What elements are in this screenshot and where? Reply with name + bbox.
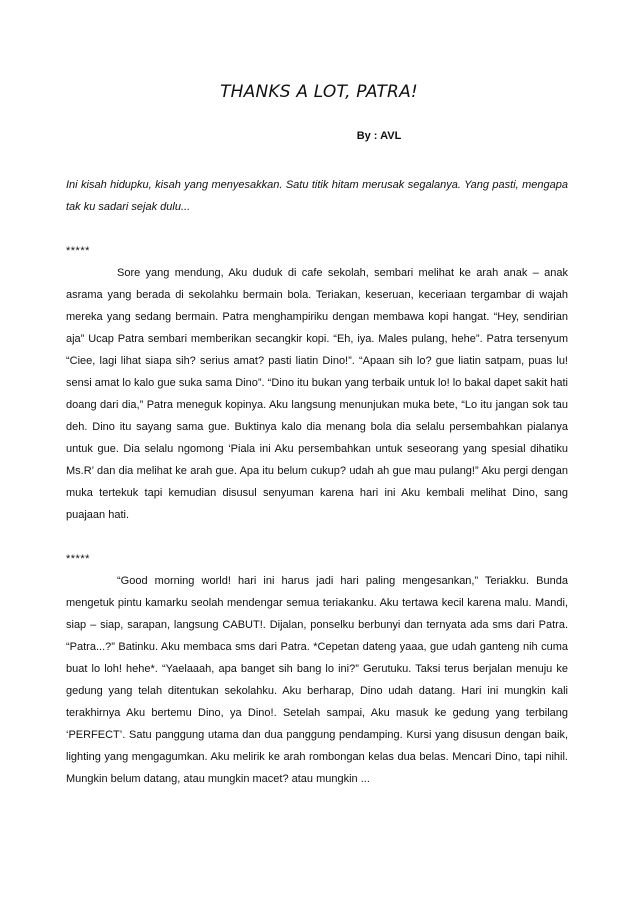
story-paragraph: “Good morning world! hari ini harus jadi hari paling mengesankan,” Teriakku. Bunda mengetuk pintu kamarku seolah mendengar semua teriakanku. Aku tertawa kecil karena malu. Mandi, siap – siap, sarapan, langsung CABUT!. Dijalan, ponselku berbunyi dan ternyata ada sms dari Patra. “Patra...?” Batinku. Aku membaca sms dari Patra. *Cepetan dateng yaaa, gue udah ganteng nih cuma buat lo loh! hehe*. “Yaelaaah, apa banget sih bang lo ini?” Gerutuku. Taksi terus berjalan menuju ke gedung yang telah ditentukan sekolahku. Aku berharap, Dino udah datang. Hari ini mungkin kali terakhirnya Aku bertemu Dino, ya Dino!. Setelah sampai, Aku masuk ke gedung yang terbilang ‘PERFECT’. Satu panggung utama dan dua panggung pendamping. Kursi yang disusun dengan baik, lighting yang mengagumkan. Aku melirik ke arah rombongan kelas dua belas. Mencari Dino, tapi nihil. Mungkin belum datang, atau mungkin macet? atau mungkin ... [66,575,568,785]
story-body [66,174,568,790]
story-paragraph: Sore yang mendung, Aku duduk di cafe sekolah, sembari melihat ke arah anak – anak asrama yang berada di sekolahku bermain bola. Teriakan, keseruan, keceriaan tergambar di wajah mereka yang sedang bermain. Patra menghampiriku dengan membawa kopi hangat. “Hey, sendirian aja” Ucap Patra sembari memberikan secangkir kopi. “Eh, iya. Males pulang, hehe”. Patra tersenyum “Ciee, lagi lihat siapa sih? serius amat? pasti liatin Dino!”. “Apaan sih lo? gue liatin satpam, puas lu! sensi amat lo kalo gue suka sama Dino”. “Dino itu bukan yang terbaik untuk lo! lo bakal dapet sakit hati doang dari dia,” Patra meneguk kopinya. Aku langsung menunjukan muka bete, “Lo itu jangan sok tau deh. Dino itu sayang sama gue. Buktinya kalo dia menang bola dia selalu persembahkan pialanya untuk gue. Dia selalu ngomong ‘Piala ini Aku persembahkan untuk seseorang yang spesial dihatiku Ms.R’ dan dia melihat ke arah gue. Apa itu belum cukup? udah ah gue mau pulang!” Aku pergi dengan muka tertekuk tapi kemudian disusul senyuman karena hari ini Aku kembali melihat Dino, sang puajaan hati. [66,267,568,521]
story-title: THANKS A LOT, PATRA! [220,82,418,102]
spacer [66,526,568,548]
story-author: By : AVL [356,130,402,142]
section-separator: ***** [66,245,90,257]
spacer [66,218,568,240]
story-intro: Ini kisah hidupku, kisah yang menyesakkan. Satu titik hitam merusak segalanya. Yang pasti, mengapa tak ku sadari sejak dulu... [66,179,568,213]
section-separator: ***** [66,553,90,565]
